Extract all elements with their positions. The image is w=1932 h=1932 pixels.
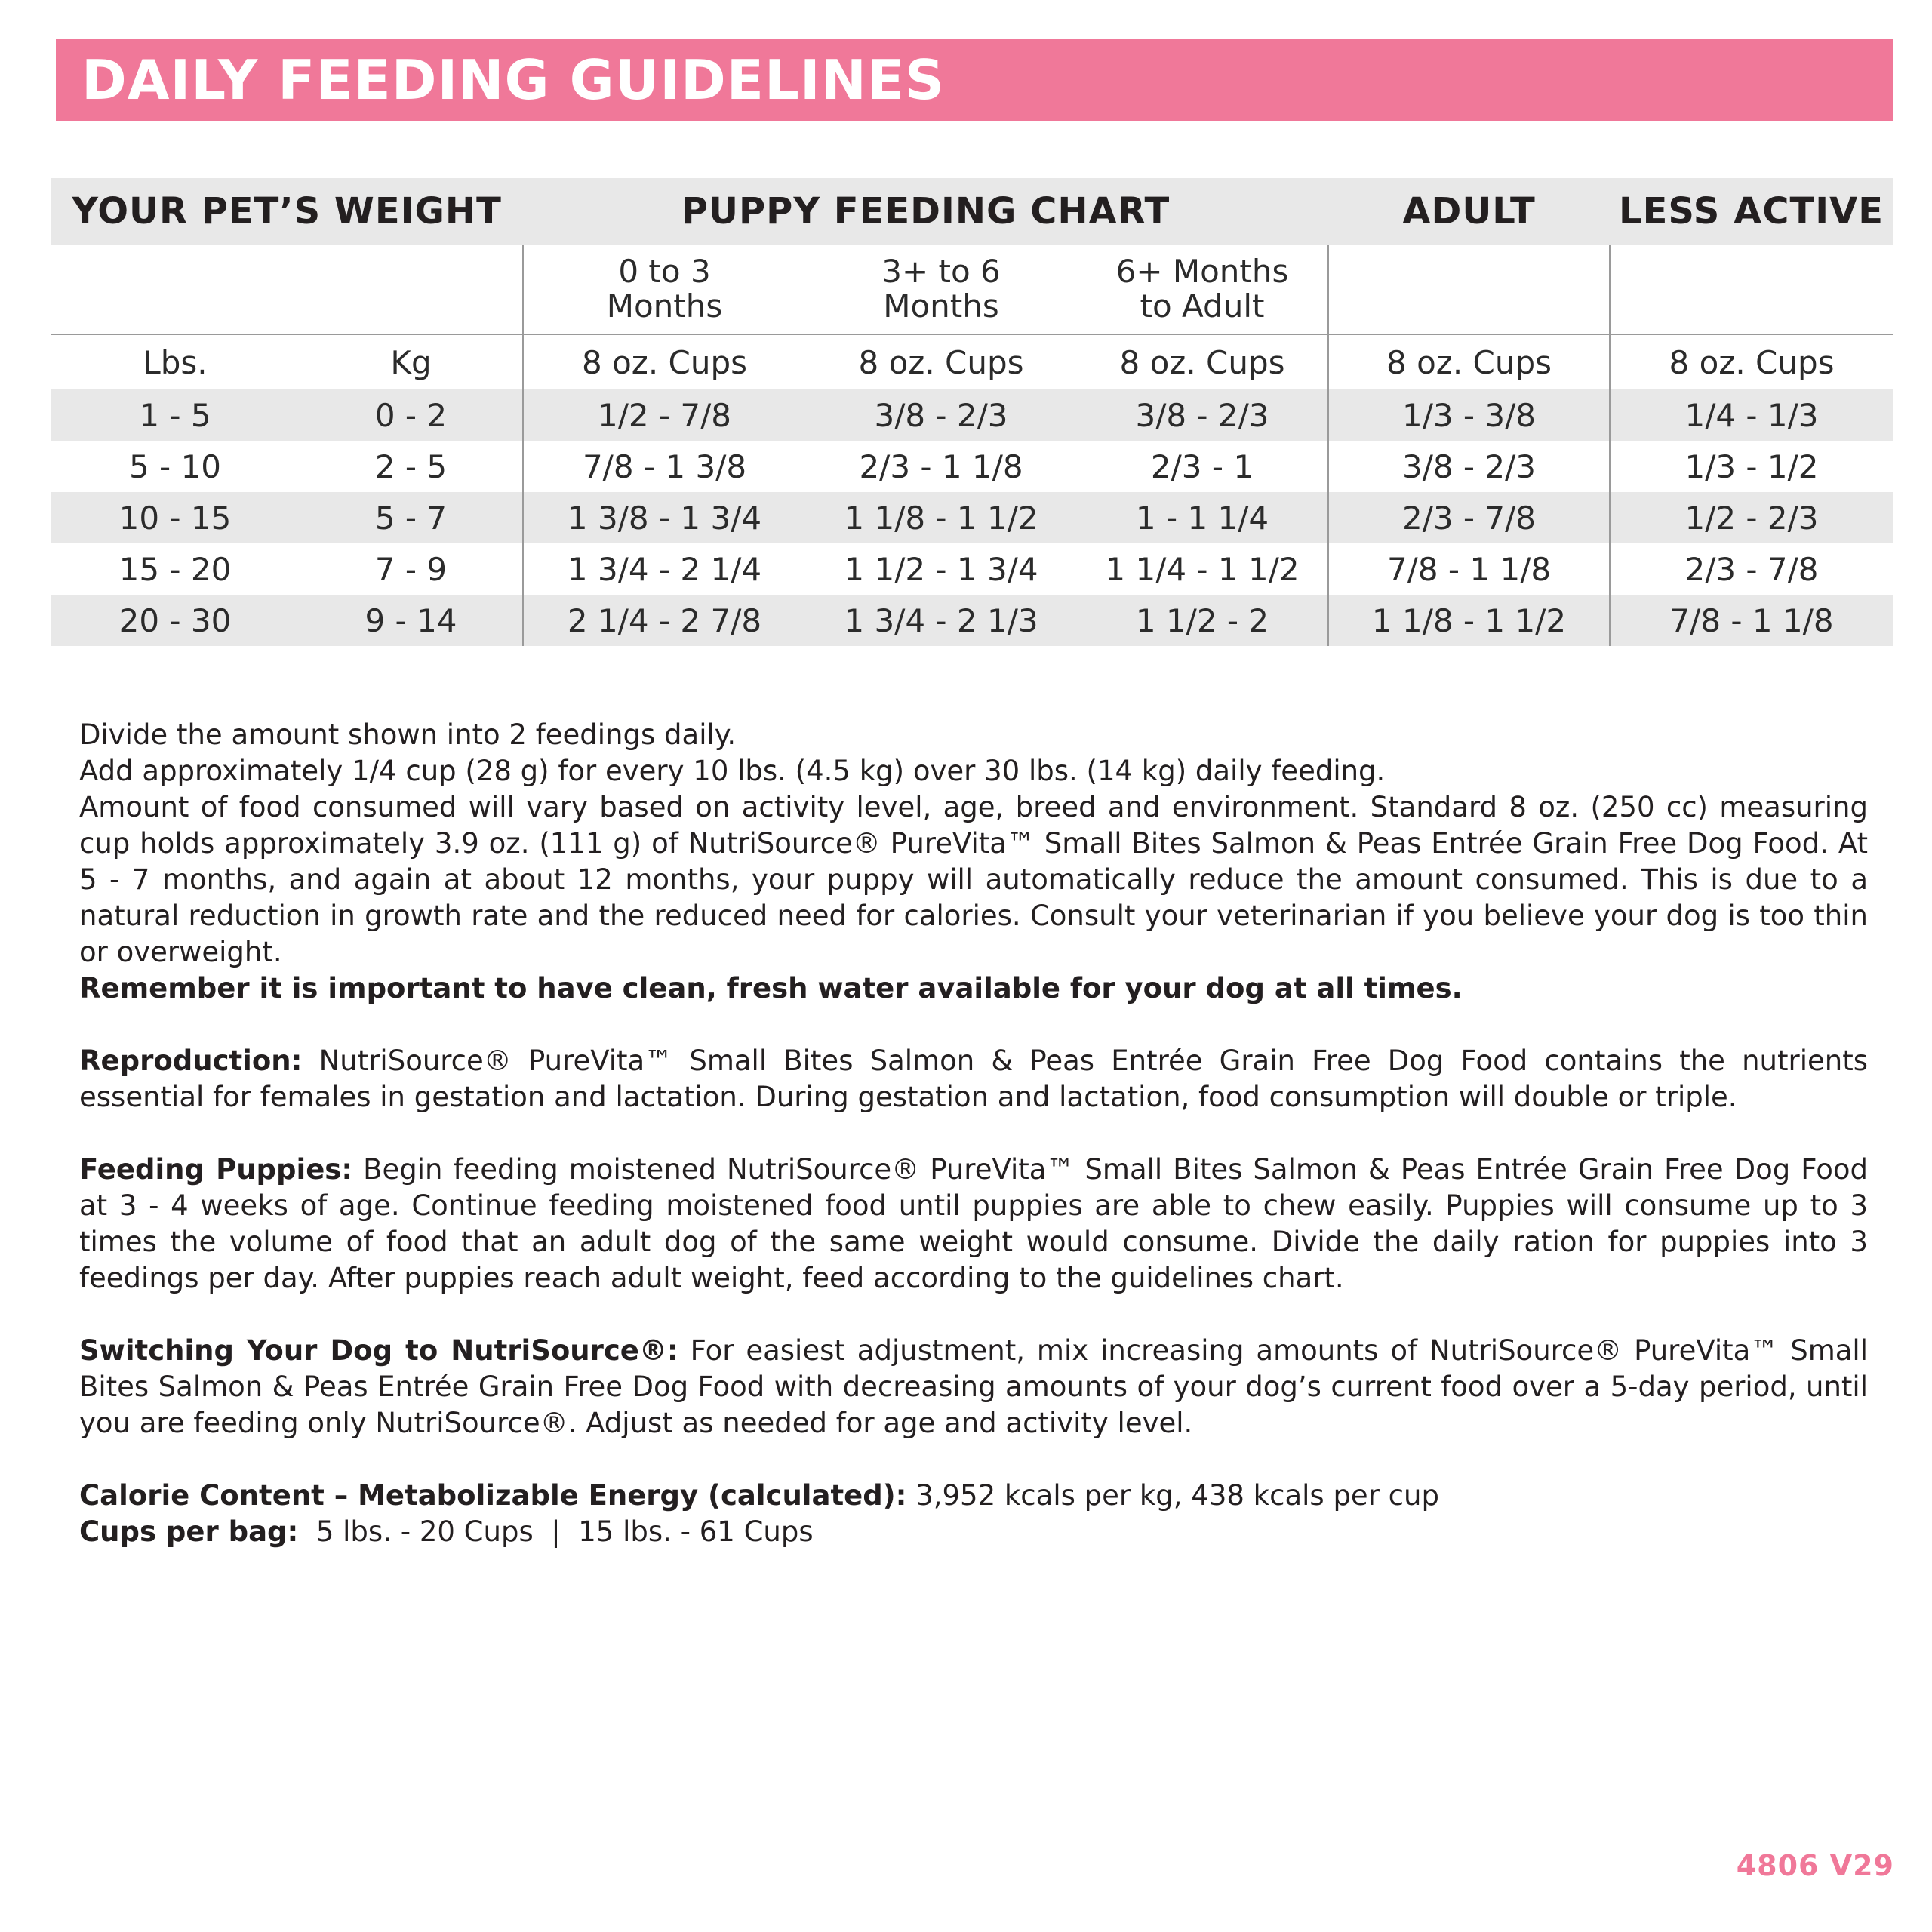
cell-puppy-6-adult: 1 - 1 1/4 xyxy=(1077,492,1328,543)
unit-cups: 8 oz. Cups xyxy=(1328,334,1610,389)
note-amount-varies: Amount of food consumed will vary based on activity level, age, breed and environment. Standard 8 oz. (250 cc) measuring cup holds approximately 3.9 oz. (111 g) of NutriSource® PureVita™ Small Bites Salmon & Peas Entrée Grain Free Dog Food. At 5 - 7 months, and again at about 12 months, your puppy will automatically reduce the amount consumed. This is due to a natural reduction in growth rate and the reduced need for calories. Consult your veterinarian if you believe your dog is too thin or overweight. xyxy=(79,791,1868,968)
cell-puppy-3-6: 1 1/2 - 1 3/4 xyxy=(844,550,1038,588)
unit-kg: Kg xyxy=(390,343,432,381)
note-water: Remember it is important to have clean, fresh water available for your dog at all times. xyxy=(79,972,1463,1004)
spacer xyxy=(79,1115,1868,1152)
cell-less-active: 1/3 - 1/2 xyxy=(1610,441,1893,492)
cell-lbs: 1 - 5 xyxy=(51,389,300,441)
cell-lbs: 10 - 15 xyxy=(51,492,300,543)
product-code: 4806 V29 xyxy=(1736,1849,1894,1882)
cell-puppy-0-3: 1/2 - 7/8 xyxy=(523,389,805,441)
cell-kg: 7 - 9 xyxy=(374,550,448,588)
table-header-row xyxy=(51,178,1893,245)
cell-puppy-0-3: 1 3/4 - 2 1/4 xyxy=(523,543,805,595)
note-divide: Divide the amount shown into 2 feedings daily. xyxy=(79,718,737,751)
note-calorie-content xyxy=(79,1478,1868,1514)
age-group-0-3-months: 0 to 3 Months xyxy=(523,245,805,334)
cell-adult: 7/8 - 1 1/8 xyxy=(1328,543,1610,595)
cell-puppy-6-adult: 1 1/4 - 1 1/2 xyxy=(1105,550,1300,588)
table-row xyxy=(51,543,1893,595)
table-row xyxy=(51,441,1893,492)
cups-per-bag-text: 5 lbs. - 20 Cups | 15 lbs. - 61 Cups xyxy=(298,1515,814,1548)
table-row xyxy=(51,492,1893,543)
reproduction-text: NutriSource® PureVita™ Small Bites Salmon & Peas Entrée Grain Free Dog Food contains the nutrients essential for females in gestation and lactation. During gestation and lactation, food consumption will double or triple. xyxy=(79,1044,1868,1113)
switching-label: Switching Your Dog to NutriSource®: xyxy=(79,1334,678,1367)
cell-kg: 5 - 7 xyxy=(300,492,523,543)
unit-cups: 8 oz. Cups xyxy=(1119,343,1285,381)
cell-puppy-3-6: 3/8 - 2/3 xyxy=(805,389,1077,441)
calorie-text: 3,952 kcals per kg, 438 kcals per cup xyxy=(906,1479,1439,1512)
age-group-row xyxy=(51,245,1893,334)
cell-adult: 1/3 - 3/8 xyxy=(1328,389,1610,441)
calorie-label: Calorie Content – Metabolizable Energy (calculated): xyxy=(79,1479,907,1512)
unit-cups: 8 oz. Cups xyxy=(858,343,1024,381)
cell-adult: 3/8 - 2/3 xyxy=(1328,441,1610,492)
cell-less-active: 1/4 - 1/3 xyxy=(1610,389,1893,441)
cell-kg: 9 - 14 xyxy=(300,595,523,646)
cell-lbs: 20 - 30 xyxy=(51,595,300,646)
feeding-puppies-label: Feeding Puppies: xyxy=(79,1153,353,1186)
cell-less-active: 2/3 - 7/8 xyxy=(1610,543,1893,595)
cell-puppy-6-adult: 2/3 - 1 xyxy=(1150,448,1254,485)
unit-cups: 8 oz. Cups xyxy=(523,334,805,389)
header-adult: ADULT xyxy=(1328,178,1610,245)
age-group-blank xyxy=(1328,245,1610,334)
header-pet-weight: YOUR PET’S WEIGHT xyxy=(51,178,523,245)
cell-puppy-3-6: 1 1/8 - 1 1/2 xyxy=(805,492,1077,543)
unit-lbs: Lbs. xyxy=(143,343,208,381)
cell-lbs: 5 - 10 xyxy=(128,448,222,485)
note-feeding-puppies xyxy=(79,1152,1868,1297)
cell-kg: 0 - 2 xyxy=(300,389,523,441)
cell-less-active: 7/8 - 1 1/8 xyxy=(1610,595,1893,646)
cell-puppy-0-3: 2 1/4 - 2 7/8 xyxy=(523,595,805,646)
cell-puppy-3-6: 1 3/4 - 2 1/3 xyxy=(805,595,1077,646)
unit-row xyxy=(51,334,1893,389)
note-switching xyxy=(79,1333,1868,1441)
cell-puppy-3-6: 2/3 - 1 1/8 xyxy=(859,448,1023,485)
cell-adult: 2/3 - 7/8 xyxy=(1328,492,1610,543)
feeding-puppies-text: Begin feeding moistened NutriSource® PureVita™ Small Bites Salmon & Peas Entrée Grain Free Dog Food at 3 - 4 weeks of age. Continue feeding moistened food until puppies are able to chew easily. Puppies will consume up to 3 times the volume of food that an adult dog of the same weight would consume. Divide the daily ration for puppies into 3 feedings per day. After puppies reach adult weight, feed according to the guidelines chart. xyxy=(79,1153,1868,1294)
cell-kg: 2 - 5 xyxy=(374,448,448,485)
age-group-blank xyxy=(51,245,300,334)
cell-puppy-0-3: 7/8 - 1 3/8 xyxy=(523,441,805,492)
reproduction-label: Reproduction: xyxy=(79,1044,303,1077)
spacer xyxy=(79,1297,1868,1333)
age-group-blank xyxy=(1610,245,1893,334)
feeding-chart-table xyxy=(51,178,1893,646)
cell-puppy-6-adult: 1 1/2 - 2 xyxy=(1077,595,1328,646)
cell-less-active: 1/2 - 2/3 xyxy=(1610,492,1893,543)
age-group-blank xyxy=(300,245,523,334)
header-puppy-feeding-chart: PUPPY FEEDING CHART xyxy=(523,178,1328,245)
cups-per-bag-label: Cups per bag: xyxy=(79,1515,299,1548)
unit-cups: 8 oz. Cups xyxy=(1610,334,1893,389)
note-cups-per-bag xyxy=(79,1514,1868,1550)
feeding-notes xyxy=(79,717,1868,1550)
note-add-amount: Add approximately 1/4 cup (28 g) for every 10 lbs. (4.5 kg) over 30 lbs. (14 kg) daily feeding. xyxy=(79,755,1386,787)
header-less-active: LESS ACTIVE xyxy=(1610,178,1893,245)
cell-puppy-0-3: 1 3/8 - 1 3/4 xyxy=(523,492,805,543)
cell-adult: 1 1/8 - 1 1/2 xyxy=(1328,595,1610,646)
age-group-6-months-adult: 6+ Months to Adult xyxy=(1077,245,1328,334)
note-reproduction xyxy=(79,1043,1868,1115)
cell-puppy-6-adult: 3/8 - 2/3 xyxy=(1077,389,1328,441)
page-title: DAILY FEEDING GUIDELINES xyxy=(82,48,945,112)
title-banner xyxy=(56,39,1893,121)
table-row xyxy=(51,595,1893,646)
cell-lbs: 15 - 20 xyxy=(118,550,232,588)
table-row xyxy=(51,389,1893,441)
age-group-3-6-months: 3+ to 6 Months xyxy=(805,245,1077,334)
spacer xyxy=(79,1441,1868,1478)
switching-text: For easiest adjustment, mix increasing amounts of NutriSource® PureVita™ Small Bites Salmon & Peas Entrée Grain Free Dog Food with decreasing amounts of your dog’s current food over a 5-day period, until you are feeding only NutriSource®. Adjust as needed for age and activity level. xyxy=(79,1334,1868,1439)
spacer xyxy=(79,1007,1868,1043)
